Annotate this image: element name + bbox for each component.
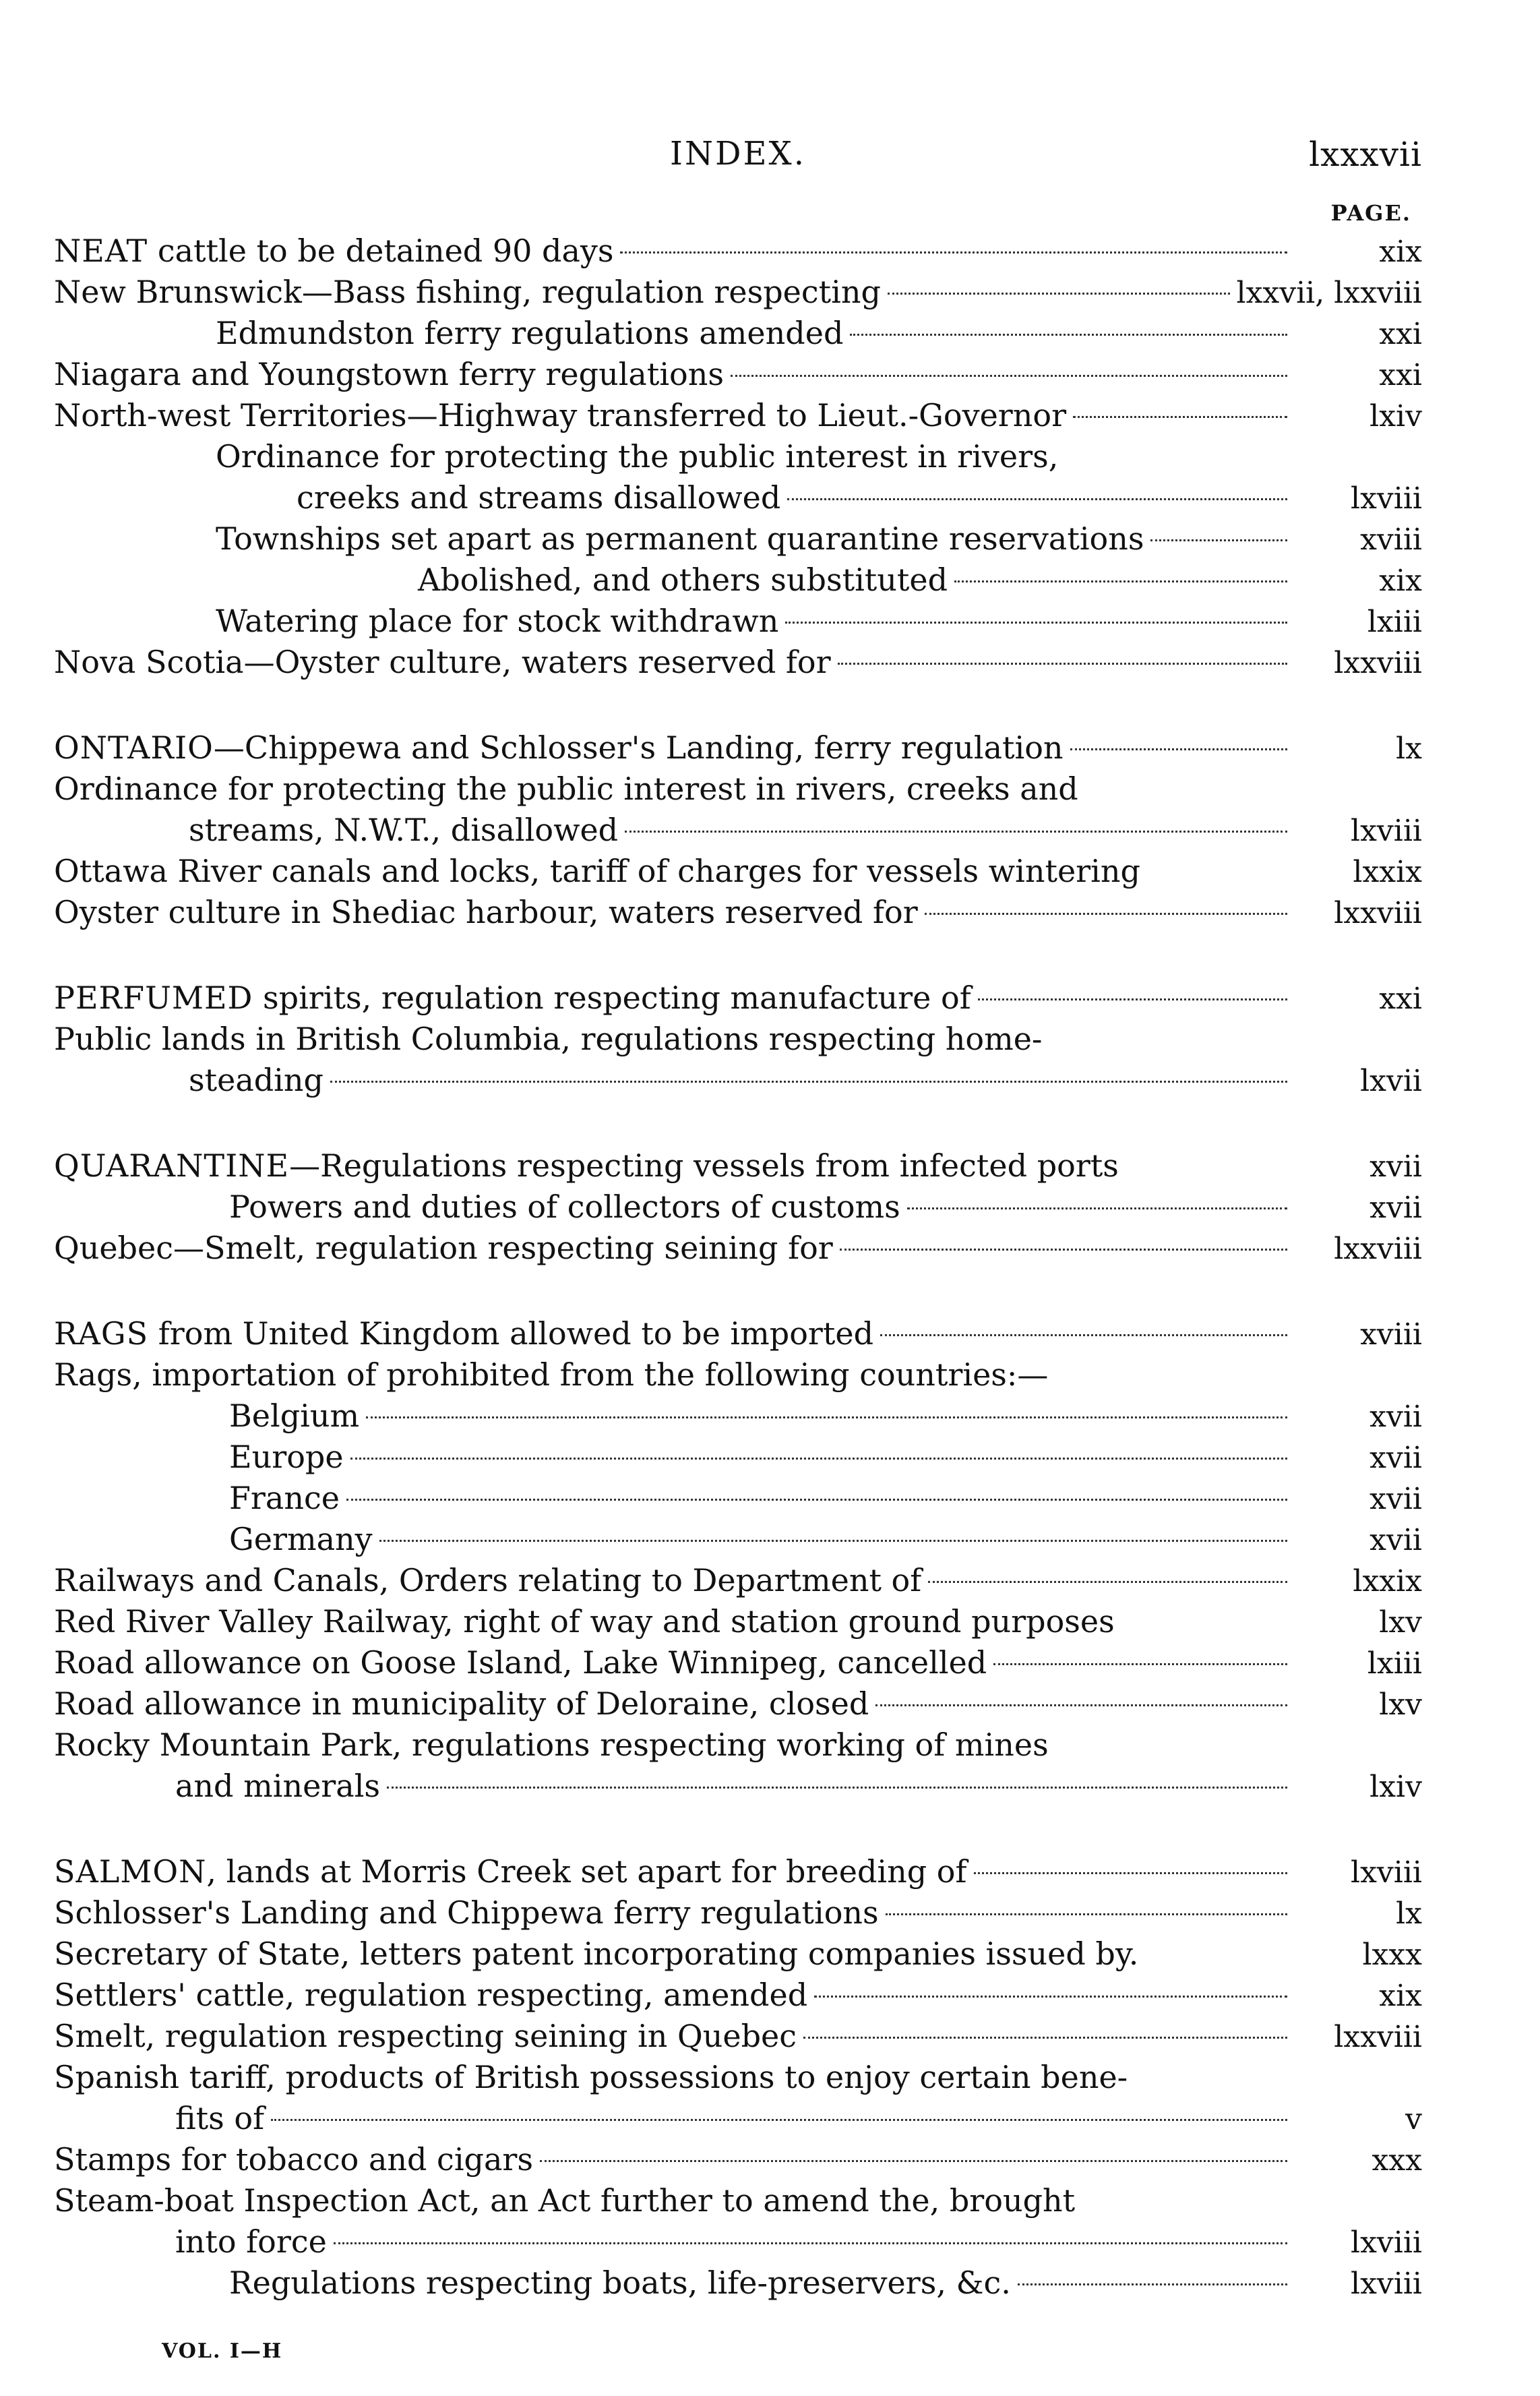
dot-leader: [888, 293, 1230, 295]
entry-text: Ordinance for protecting the public interest in rivers,: [216, 438, 1059, 475]
index-entry: [54, 313, 1422, 354]
dot-leader: [907, 1207, 1287, 1209]
dot-leader: [1073, 416, 1287, 418]
index-entry: [54, 1187, 1422, 1228]
index-section: [54, 978, 1422, 1101]
entry-text: Europe: [229, 1439, 344, 1475]
page-header: [54, 128, 1422, 196]
dot-leader: [974, 1872, 1287, 1874]
dot-leader: [875, 1704, 1287, 1706]
entry-page-ref: lxviii: [1351, 2225, 1422, 2260]
index-entry: [54, 2180, 1422, 2221]
entry-text: Abolished, and others substituted: [418, 562, 948, 598]
entry-page-ref: xxi: [1379, 982, 1422, 1016]
entry-page-ref: lxxviii: [1334, 1232, 1422, 1266]
entry-text: Regulations respecting boats, life-preservers, &c.: [229, 2265, 1011, 2301]
index-entry: [54, 477, 1422, 518]
entry-page-ref: lxxix: [1353, 855, 1422, 889]
index-entry: [54, 395, 1422, 436]
dot-leader: [928, 1581, 1287, 1583]
entry-page-ref: lx: [1396, 731, 1422, 766]
entry-text: Townships set apart as permanent quarantine reservations: [216, 520, 1144, 557]
entry-text: Niagara and Youngstown ferry regulations: [54, 356, 724, 392]
entry-text: Rags, importation of prohibited from the following countries:—: [54, 1356, 1049, 1393]
dot-leader: [350, 1458, 1287, 1460]
index-entry: [54, 601, 1422, 642]
entry-text: creeks and streams disallowed: [297, 479, 781, 516]
index-entry: [54, 272, 1422, 313]
entry-page-ref: lxvii: [1360, 1064, 1422, 1098]
index-entry: [54, 810, 1422, 851]
dot-leader: [731, 375, 1287, 377]
index-entry: [54, 2263, 1422, 2304]
entry-text: France: [229, 1480, 340, 1516]
entry-page-ref: xviii: [1360, 522, 1422, 557]
index-section: [54, 1313, 1422, 1807]
entry-page-ref: lxiv: [1369, 399, 1422, 433]
dot-leader: [387, 1787, 1287, 1789]
entry-page-ref: lxviii: [1351, 814, 1422, 848]
page-number: lxxxvii: [1309, 135, 1422, 174]
entry-text: North-west Territories—Highway transferred to Lieut.-Governor: [54, 397, 1067, 433]
entry-page-ref: xvii: [1369, 1400, 1422, 1434]
entry-page-ref: xxx: [1372, 2143, 1422, 2178]
entry-heading-word: NEAT: [54, 233, 148, 269]
index-entry: [54, 518, 1422, 560]
entry-page-ref: lxxviii: [1334, 896, 1422, 930]
entry-page-ref: lxxviii: [1334, 2020, 1422, 2054]
entry-page-ref: lxviii: [1351, 1855, 1422, 1890]
entry-text: Quebec—Smelt, regulation respecting seining for: [54, 1230, 833, 1266]
index-entry: [54, 2016, 1422, 2057]
page-column-heading: PAGE.: [1330, 200, 1411, 226]
entry-text: ONTARIO—Chippewa and Schlosser's Landing, ferry regulation: [54, 729, 1064, 766]
dot-leader: [787, 498, 1287, 500]
entry-page-ref: lxxix: [1353, 1564, 1422, 1598]
dot-leader: [620, 251, 1287, 253]
index-section: [54, 1145, 1422, 1269]
dot-leader: [785, 622, 1287, 624]
entry-page-ref: xxi: [1379, 317, 1422, 351]
entry-heading-word: QUARANTINE: [54, 1147, 290, 1184]
index-entry: [54, 1683, 1422, 1725]
dot-leader: [366, 1416, 1287, 1418]
entry-heading-word: RAGS: [54, 1315, 149, 1352]
entry-text: streams, N.W.T., disallowed: [189, 812, 619, 848]
entry-heading-word: ONTARIO: [54, 729, 214, 766]
index-entry: [54, 1354, 1422, 1396]
entry-page-ref: lxxx: [1362, 1938, 1422, 1972]
dot-leader: [625, 831, 1287, 833]
entry-text: SALMON, lands at Morris Creek set apart for breeding of: [54, 1853, 967, 1890]
dot-leader: [993, 1663, 1287, 1665]
index-page: [54, 128, 1422, 2348]
page-title: INDEX.: [670, 135, 806, 173]
entry-text: Edmundston ferry regulations amended: [216, 315, 844, 351]
entry-page-ref: lxxvii, lxxviii: [1236, 276, 1422, 310]
entry-page-ref: xix: [1379, 235, 1422, 269]
index-entry: [54, 1478, 1422, 1519]
entry-text: Spanish tariff, products of British possessions to enjoy certain bene-: [54, 2059, 1128, 2095]
entry-text: RAGS from United Kingdom allowed to be imported: [54, 1315, 874, 1352]
entry-page-ref: lx: [1396, 1896, 1422, 1931]
entry-page-ref: lxiii: [1367, 1646, 1422, 1681]
dot-leader: [814, 1996, 1287, 1998]
signature-mark: VOL. I—H: [162, 2339, 283, 2363]
index-entry: [54, 354, 1422, 395]
index-entry: [54, 231, 1422, 272]
entry-text: and minerals: [175, 1768, 381, 1804]
index-entry: [54, 1766, 1422, 1807]
index-entry: [54, 1019, 1422, 1060]
entry-page-ref: lxxviii: [1334, 646, 1422, 680]
entry-text: Germany: [229, 1521, 373, 1557]
index-entry: [54, 2098, 1422, 2139]
index-entry: [54, 1975, 1422, 2016]
entry-text: into force: [175, 2223, 327, 2260]
index-entry: [54, 2221, 1422, 2263]
index-entry: [54, 1396, 1422, 1437]
index-entry: [54, 1060, 1422, 1101]
index-entry: [54, 1145, 1422, 1187]
entry-text: steading: [189, 1062, 324, 1098]
dot-leader: [330, 1081, 1287, 1083]
index-entry: [54, 436, 1422, 477]
entry-heading-word: PERFUMED: [54, 980, 253, 1016]
entry-text: Settlers' cattle, regulation respecting, amended: [54, 1977, 808, 2013]
entry-page-ref: xvii: [1369, 1482, 1422, 1516]
index-entry: [54, 1725, 1422, 1766]
entry-text: Public lands in British Columbia, regulations respecting home-: [54, 1021, 1043, 1057]
entry-text: PERFUMED spirits, regulation respecting manufacture of: [54, 980, 971, 1016]
entry-page-ref: lxv: [1379, 1605, 1422, 1640]
dot-leader: [886, 1913, 1287, 1915]
index-entry: [54, 1519, 1422, 1560]
entry-page-ref: xix: [1379, 1979, 1422, 2013]
dot-leader: [540, 2160, 1287, 2162]
index-entry: [54, 978, 1422, 1019]
index-entry: [54, 727, 1422, 769]
index-entry: [54, 1313, 1422, 1354]
index-entry: [54, 1228, 1422, 1269]
entry-page-ref: xxi: [1379, 358, 1422, 392]
dot-leader: [271, 2119, 1287, 2121]
entry-text: QUARANTINE—Regulations respecting vessels from infected ports: [54, 1147, 1119, 1184]
entry-heading-word: SALMON: [54, 1853, 207, 1890]
dot-leader: [840, 1249, 1287, 1251]
entry-text: Steam-boat Inspection Act, an Act further to amend the, brought: [54, 2182, 1076, 2219]
entry-text: fits of: [175, 2100, 265, 2136]
entry-page-ref: xvii: [1369, 1441, 1422, 1475]
entry-text: NEAT cattle to be detained 90 days: [54, 233, 614, 269]
entry-page-ref: xvii: [1369, 1523, 1422, 1557]
index-entry: [54, 892, 1422, 933]
index-entry: [54, 1892, 1422, 1934]
entry-page-ref: xviii: [1360, 1317, 1422, 1352]
entry-page-ref: xvii: [1369, 1149, 1422, 1184]
entry-page-ref: lxv: [1379, 1687, 1422, 1722]
entry-text: Smelt, regulation respecting seining in Quebec: [54, 2018, 797, 2054]
entry-page-ref: lxviii: [1351, 2267, 1422, 2301]
entry-text: Ordinance for protecting the public interest in rivers, creeks and: [54, 771, 1078, 807]
index-entry: [54, 642, 1422, 683]
index-entry: [54, 2057, 1422, 2098]
entry-page-ref: v: [1405, 2102, 1422, 2136]
index-entry: [54, 1642, 1422, 1683]
dot-leader: [838, 663, 1287, 665]
dot-leader: [379, 1540, 1287, 1542]
dot-leader: [1018, 2283, 1287, 2285]
dot-leader: [1150, 539, 1287, 541]
entry-text: Stamps for tobacco and cigars: [54, 2141, 534, 2178]
entry-page-ref: lxiv: [1369, 1770, 1422, 1804]
dot-leader: [346, 1499, 1287, 1501]
dot-leader: [850, 334, 1287, 336]
index-section: [54, 727, 1422, 933]
index-entry: [54, 1601, 1422, 1642]
entry-text: Secretary of State, letters patent incorporating companies issued by.: [54, 1936, 1139, 1972]
index-entry: [54, 1437, 1422, 1478]
index-entry: [54, 1934, 1422, 1975]
entry-page-ref: xix: [1379, 564, 1422, 598]
entry-text: Rocky Mountain Park, regulations respecting working of mines: [54, 1727, 1049, 1763]
index-entry: [54, 769, 1422, 810]
index-section: [54, 231, 1422, 683]
index-entry: [54, 851, 1422, 892]
entry-text: Railways and Canals, Orders relating to Department of: [54, 1562, 922, 1598]
entry-text: Schlosser's Landing and Chippewa ferry regulations: [54, 1894, 879, 1931]
entry-text: Oyster culture in Shediac harbour, waters reserved for: [54, 894, 918, 930]
entry-text: Road allowance on Goose Island, Lake Winnipeg, cancelled: [54, 1644, 987, 1681]
entry-page-ref: xvii: [1369, 1191, 1422, 1225]
dot-leader: [978, 998, 1287, 1000]
index-entry: [54, 1851, 1422, 1892]
entry-text: Ottawa River canals and locks, tariff of charges for vessels wintering: [54, 853, 1140, 889]
entry-page-ref: lxiii: [1367, 605, 1422, 639]
entry-text: Nova Scotia—Oyster culture, waters reserved for: [54, 644, 831, 680]
dot-leader: [1070, 748, 1287, 750]
index-entry: [54, 560, 1422, 601]
dot-leader: [880, 1334, 1287, 1336]
entry-text: Watering place for stock withdrawn: [216, 603, 779, 639]
dot-leader: [925, 913, 1287, 915]
index-entry: [54, 1560, 1422, 1601]
dot-leader: [954, 580, 1287, 582]
index-sections: [54, 231, 1422, 2304]
index-section: [54, 1851, 1422, 2304]
entry-text: Belgium: [229, 1398, 360, 1434]
dot-leader: [334, 2242, 1287, 2244]
entry-text: Road allowance in municipality of Deloraine, closed: [54, 1685, 869, 1722]
dot-leader: [803, 2037, 1287, 2039]
entry-text: New Brunswick—Bass fishing, regulation respecting: [54, 274, 881, 310]
entry-text: Red River Valley Railway, right of way and station ground purposes: [54, 1603, 1115, 1640]
entry-page-ref: lxviii: [1351, 481, 1422, 516]
index-entry: [54, 2139, 1422, 2180]
entry-text: Powers and duties of collectors of customs: [229, 1189, 900, 1225]
